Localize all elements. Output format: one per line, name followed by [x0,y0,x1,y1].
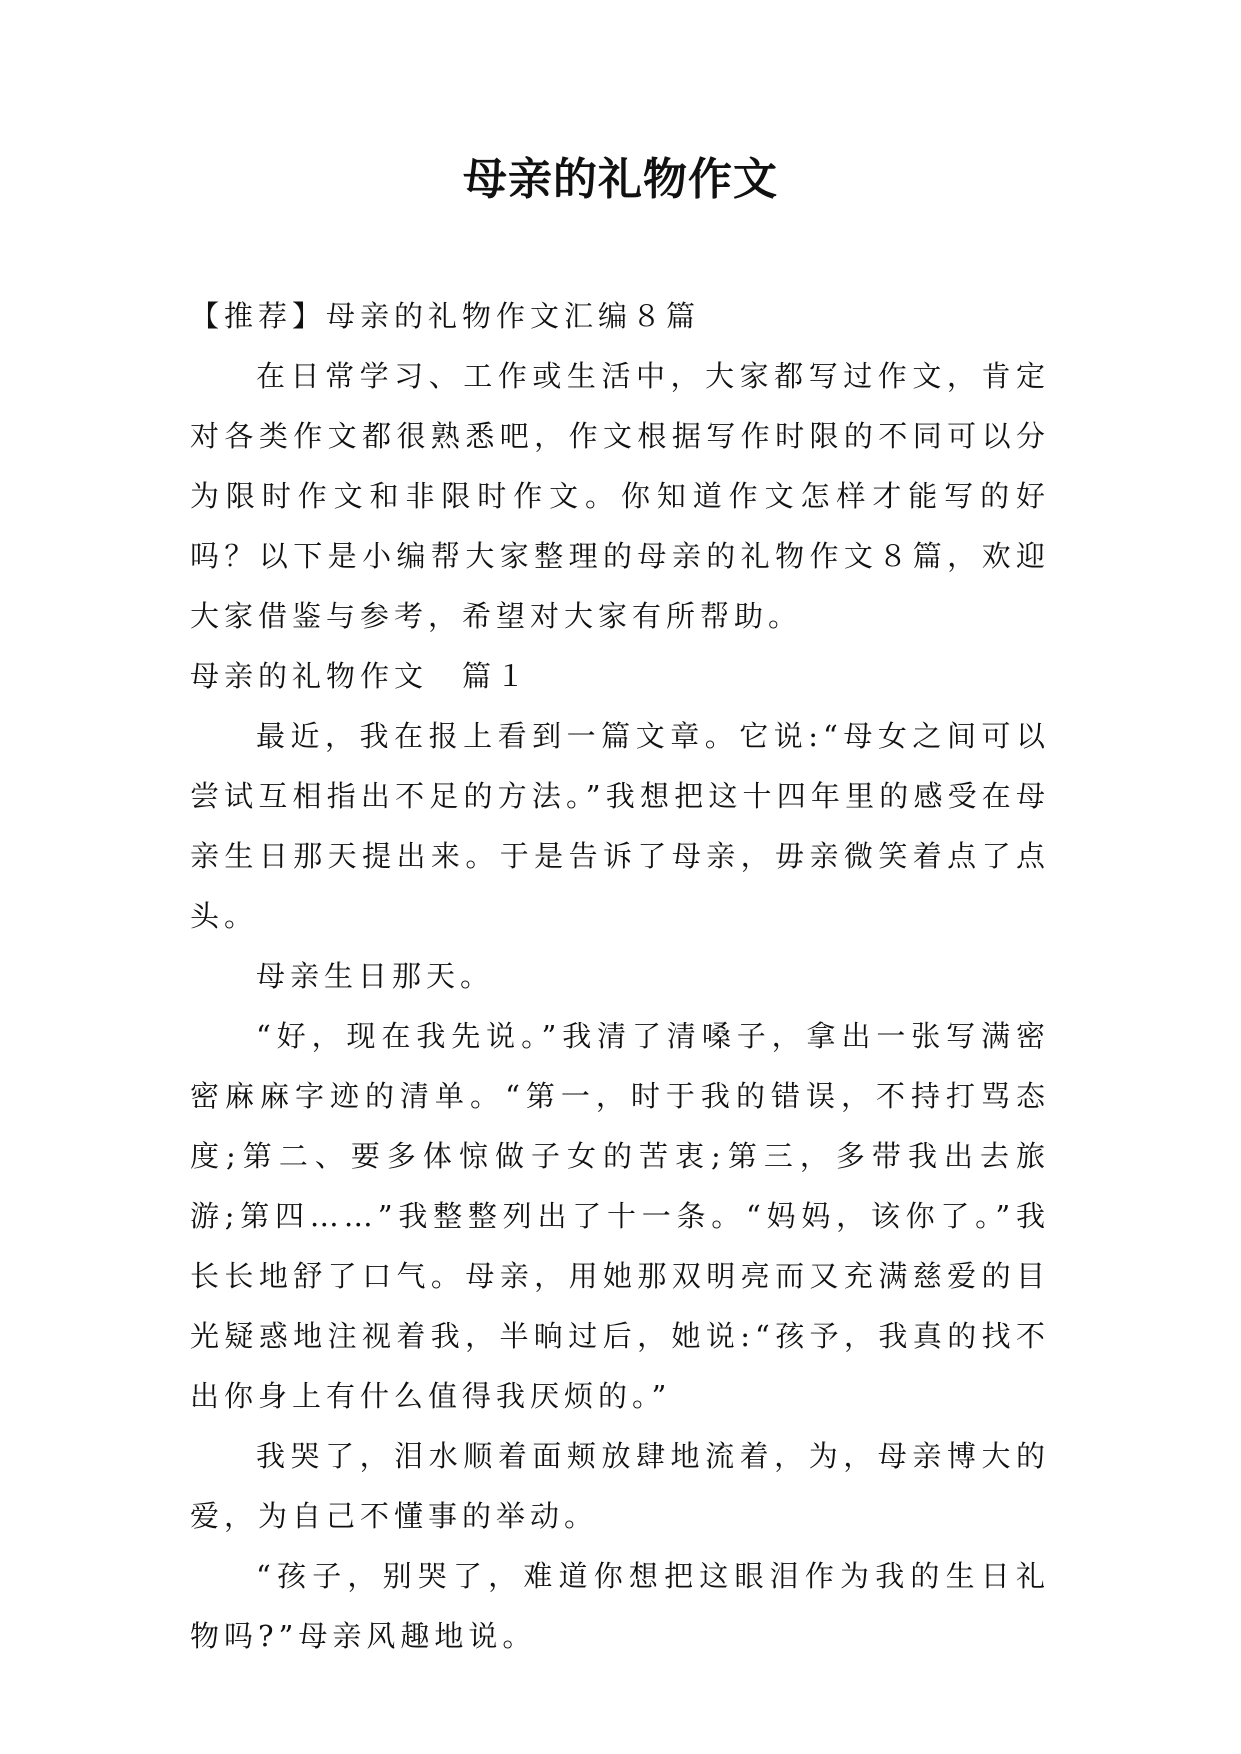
intro-heading: 【推荐】母亲的礼物作文汇编８篇 [190,299,701,333]
body-paragraph: 母亲生日那天。 [256,959,495,993]
document-body [190,286,1050,1666]
body-paragraph: 我哭了，泪水顺着面颊放肆地流着，为，母亲博大的爱，为自己不懂事的举动。 [190,1439,1050,1533]
document-title: 母亲的礼物作文 [463,154,778,205]
body-paragraph: “孩子，别哭了，难道你想把这眼泪作为我的生日礼物吗?”母亲风趣地说。 [190,1559,1050,1653]
body-paragraph: “好，现在我先说。”我清了清嗓子，拿出一张写满密密麻麻字迹的清单。“第一，时于我的错误，不持打骂态度;第二、要多体惊做子女的苦衷;第三，多带我出去旅游;第四……”我整整列出了十一条。“妈妈，该你了。”我长长地舒了口气。母亲，用她那双明亮而又充满慈爱的目光疑惑地注视着我，半晌过后，她说:“孩予，我真的找不出你身上有什么值得我厌烦的。” [190,1019,1050,1413]
body-paragraph: 最近，我在报上看到一篇文章。它说:“母女之间可以尝试互相指出不足的方法。”我想把这十四年里的感受在母亲生日那天提出来。于是告诉了母亲，毋亲微笑着点了点头。 [190,719,1050,933]
intro-paragraph: 在日常学习、工作或生活中，大家都写过作文，肯定对各类作文都很熟悉吧，作文根据写作时限的不同可以分为限时作文和非限时作文。你知道作文怎样才能写的好吗？以下是小编帮大家整理的母亲的礼物作文８篇，欢迎大家借鉴与参考，希望对大家有所帮助。 [190,359,1050,633]
section-heading-1: 母亲的礼物作文 篇１ [190,659,531,693]
